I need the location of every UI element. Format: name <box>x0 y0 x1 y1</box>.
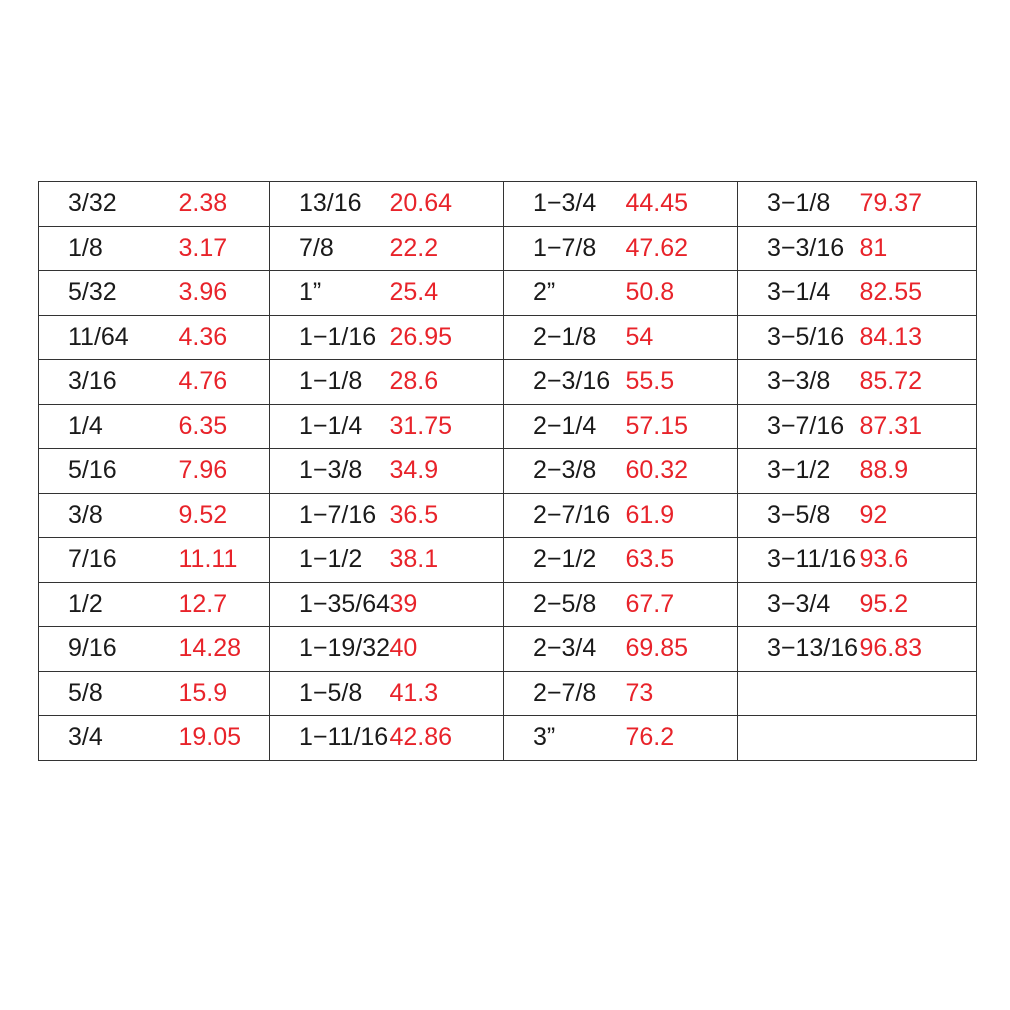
fraction-cell: 3−3/16 <box>738 226 860 271</box>
millimeter-cell: 44.45 <box>626 182 738 227</box>
millimeter-cell: 67.7 <box>626 582 738 627</box>
millimeter-cell: 60.32 <box>626 449 738 494</box>
fraction-cell: 9/16 <box>39 627 179 672</box>
fraction-cell: 1−35/64 <box>270 582 390 627</box>
fraction-cell: 3−1/4 <box>738 271 860 316</box>
fraction-cell: 1−7/16 <box>270 493 390 538</box>
fraction-cell: 13/16 <box>270 182 390 227</box>
millimeter-cell: 22.2 <box>390 226 504 271</box>
fraction-cell: 7/16 <box>39 538 179 583</box>
millimeter-cell: 4.36 <box>179 315 270 360</box>
fraction-cell: 3−3/4 <box>738 582 860 627</box>
table-row <box>39 404 977 449</box>
fraction-cell: 3−5/8 <box>738 493 860 538</box>
millimeter-cell: 63.5 <box>626 538 738 583</box>
millimeter-cell: 6.35 <box>179 404 270 449</box>
fraction-cell: 3−11/16 <box>738 538 860 583</box>
fraction-cell: 1” <box>270 271 390 316</box>
table-row <box>39 671 977 716</box>
millimeter-cell: 54 <box>626 315 738 360</box>
millimeter-cell: 39 <box>390 582 504 627</box>
millimeter-cell: 3.96 <box>179 271 270 316</box>
millimeter-cell: 47.62 <box>626 226 738 271</box>
fraction-cell: 1/2 <box>39 582 179 627</box>
fraction-cell: 5/32 <box>39 271 179 316</box>
fraction-cell: 2−5/8 <box>504 582 626 627</box>
fraction-cell: 7/8 <box>270 226 390 271</box>
millimeter-cell: 76.2 <box>626 716 738 761</box>
millimeter-cell: 81 <box>860 226 977 271</box>
millimeter-cell: 82.55 <box>860 271 977 316</box>
millimeter-cell: 3.17 <box>179 226 270 271</box>
fraction-cell: 1−19/32 <box>270 627 390 672</box>
millimeter-cell: 4.76 <box>179 360 270 405</box>
fraction-cell: 3−13/16 <box>738 627 860 672</box>
fraction-cell: 2” <box>504 271 626 316</box>
fraction-cell: 1−1/4 <box>270 404 390 449</box>
fraction-cell <box>738 671 860 716</box>
fraction-cell: 3/8 <box>39 493 179 538</box>
millimeter-cell: 12.7 <box>179 582 270 627</box>
fraction-cell: 3−1/8 <box>738 182 860 227</box>
millimeter-cell: 41.3 <box>390 671 504 716</box>
millimeter-cell <box>860 671 977 716</box>
fraction-cell: 3/32 <box>39 182 179 227</box>
table-row <box>39 716 977 761</box>
fraction-cell: 1−3/4 <box>504 182 626 227</box>
fraction-cell: 3/4 <box>39 716 179 761</box>
millimeter-cell: 57.15 <box>626 404 738 449</box>
millimeter-cell: 61.9 <box>626 493 738 538</box>
conversion-table <box>38 181 977 761</box>
table-row <box>39 449 977 494</box>
millimeter-cell: 79.37 <box>860 182 977 227</box>
fraction-cell: 2−7/16 <box>504 493 626 538</box>
millimeter-cell: 26.95 <box>390 315 504 360</box>
fraction-cell: 1−3/8 <box>270 449 390 494</box>
millimeter-cell: 31.75 <box>390 404 504 449</box>
fraction-cell: 1−11/16 <box>270 716 390 761</box>
fraction-cell: 3−5/16 <box>738 315 860 360</box>
fraction-cell: 2−1/2 <box>504 538 626 583</box>
fraction-cell: 2−1/4 <box>504 404 626 449</box>
fraction-cell: 1/8 <box>39 226 179 271</box>
fraction-cell: 3−1/2 <box>738 449 860 494</box>
fraction-cell: 1−1/2 <box>270 538 390 583</box>
table-body <box>39 182 977 761</box>
millimeter-cell: 38.1 <box>390 538 504 583</box>
millimeter-cell: 85.72 <box>860 360 977 405</box>
fraction-cell <box>738 716 860 761</box>
fraction-cell: 2−7/8 <box>504 671 626 716</box>
table-row <box>39 315 977 360</box>
millimeter-cell: 55.5 <box>626 360 738 405</box>
fraction-cell: 1−1/8 <box>270 360 390 405</box>
millimeter-cell: 11.11 <box>179 538 270 583</box>
millimeter-cell: 40 <box>390 627 504 672</box>
millimeter-cell: 69.85 <box>626 627 738 672</box>
millimeter-cell: 50.8 <box>626 271 738 316</box>
millimeter-cell: 92 <box>860 493 977 538</box>
fraction-cell: 1−1/16 <box>270 315 390 360</box>
millimeter-cell: 14.28 <box>179 627 270 672</box>
millimeter-cell: 19.05 <box>179 716 270 761</box>
fraction-cell: 1−5/8 <box>270 671 390 716</box>
fraction-cell: 3−7/16 <box>738 404 860 449</box>
table-row <box>39 627 977 672</box>
fraction-cell: 5/16 <box>39 449 179 494</box>
millimeter-cell: 9.52 <box>179 493 270 538</box>
millimeter-cell: 88.9 <box>860 449 977 494</box>
millimeter-cell: 95.2 <box>860 582 977 627</box>
millimeter-cell: 93.6 <box>860 538 977 583</box>
fraction-cell: 2−1/8 <box>504 315 626 360</box>
table-row <box>39 182 977 227</box>
millimeter-cell: 2.38 <box>179 182 270 227</box>
millimeter-cell: 20.64 <box>390 182 504 227</box>
millimeter-cell: 7.96 <box>179 449 270 494</box>
fraction-cell: 11/64 <box>39 315 179 360</box>
millimeter-cell: 42.86 <box>390 716 504 761</box>
table-row <box>39 226 977 271</box>
millimeter-cell: 96.83 <box>860 627 977 672</box>
fraction-cell: 5/8 <box>39 671 179 716</box>
millimeter-cell: 36.5 <box>390 493 504 538</box>
table-row <box>39 538 977 583</box>
millimeter-cell <box>860 716 977 761</box>
table-row <box>39 582 977 627</box>
fraction-cell: 1−7/8 <box>504 226 626 271</box>
fraction-cell: 2−3/4 <box>504 627 626 672</box>
millimeter-cell: 87.31 <box>860 404 977 449</box>
millimeter-cell: 34.9 <box>390 449 504 494</box>
millimeter-cell: 84.13 <box>860 315 977 360</box>
millimeter-cell: 15.9 <box>179 671 270 716</box>
table-row <box>39 271 977 316</box>
fraction-cell: 3/16 <box>39 360 179 405</box>
millimeter-cell: 73 <box>626 671 738 716</box>
fraction-cell: 3−3/8 <box>738 360 860 405</box>
fraction-cell: 1/4 <box>39 404 179 449</box>
fraction-cell: 2−3/16 <box>504 360 626 405</box>
table-row <box>39 493 977 538</box>
fraction-cell: 2−3/8 <box>504 449 626 494</box>
millimeter-cell: 25.4 <box>390 271 504 316</box>
table-row <box>39 360 977 405</box>
fraction-cell: 3” <box>504 716 626 761</box>
millimeter-cell: 28.6 <box>390 360 504 405</box>
